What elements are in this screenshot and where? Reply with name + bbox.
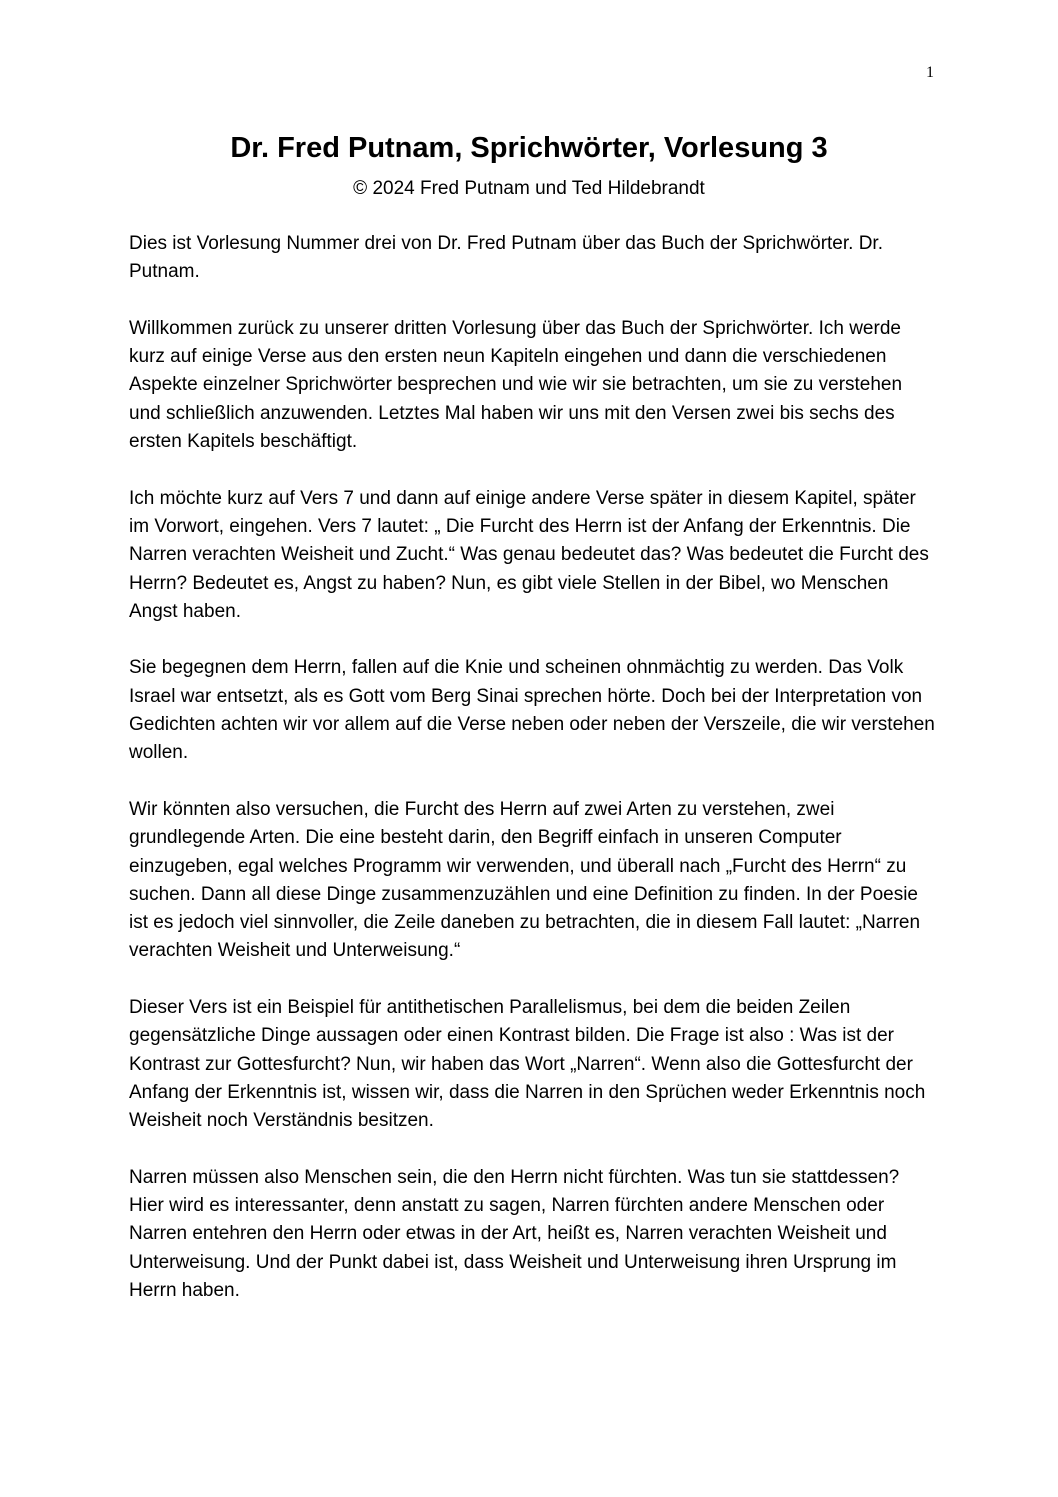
document-body — [129, 230, 935, 1334]
paragraph: Dieser Vers ist ein Beispiel für antithetischen Parallelismus, bei dem die beiden Zeilen gegensätzliche Dinge aussagen oder einen Kontrast bilden. Die Frage ist also : Was ist der Kontrast zur Gottesfurcht? Nun, wir haben das Wort „Narren“. Wenn also die Gottesfurcht der Anfang der Erkenntnis ist, wissen wir, dass die Narren in den Sprüchen weder Erkenntnis noch Weisheit noch Verständnis besitzen. — [129, 997, 926, 1132]
paragraph: Sie begegnen dem Herrn, fallen auf die Knie und scheinen ohnmächtig zu werden. Das Volk Israel war entsetzt, als es Gott vom Berg Sinai sprechen hörte. Doch bei der Interpretation von Gedichten achten wir vor allem auf die Verse neben oder neben der Verszeile, die wir verstehen wollen. — [129, 657, 935, 764]
paragraph: Dies ist Vorlesung Nummer drei von Dr. Fred Putnam über das Buch der Sprichwörter. Dr. Putnam. — [129, 233, 883, 283]
page-number: 1 — [926, 64, 934, 81]
document-title: Dr. Fred Putnam, Sprichwörter, Vorlesung 3 — [230, 132, 828, 164]
paragraph: Willkommen zurück zu unserer dritten Vorlesung über das Buch der Sprichwörter. Ich werde kurz auf einige Verse aus den ersten neun Kapiteln eingehen und dann die verschiedenen Aspekte einzelner Sprichwörter besprechen und wie wir sie betrachten, um sie zu verstehen und schließlich anzuwenden. Letztes Mal haben wir uns mit den Versen zwei bis sechs des ersten Kapitels beschäftigt. — [129, 317, 903, 453]
paragraph: Ich möchte kurz auf Vers 7 und dann auf einige andere Verse später in diesem Kapitel, später im Vorwort, eingehen. Vers 7 lautet: „ Die Furcht des Herrn ist der Anfang der Erkenntnis. Die Narren verachten Weisheit und Zucht.“ Was genau bedeutet das? Was bedeutet die Furcht des Herrn? Bedeutet es, Angst zu haben? Nun, es gibt viele Stellen in der Bibel, wo Menschen Angst haben. — [129, 487, 929, 622]
paragraph: Wir könnten also versuchen, die Furcht des Herrn auf zwei Arten zu verstehen, zwei grundlegende Arten. Die eine besteht darin, den Begriff einfach in unseren Computer einzugeben, egal welches Programm wir verwenden, und überall nach „Furcht des Herrn“ zu suchen. Dann all diese Dinge zusammenzuzählen und eine Definition zu finden. In der Poesie ist es jedoch viel sinnvoller, die Zeile daneben zu betrachten, die in diesem Fall lautet: „Narren verachten Weisheit und Unterweisung.“ — [129, 798, 921, 962]
paragraph: Narren müssen also Menschen sein, die den Herrn nicht fürchten. Was tun sie stattdessen? Hier wird es interessanter, denn anstatt zu sagen, Narren fürchten andere Menschen oder Narren entehren den Herrn oder etwas in der Art, heißt es, Narren verachten Weisheit und Unterweisung. Und der Punkt dabei ist, dass Weisheit und Unterweisung ihren Ursprung im Herrn haben. — [129, 1166, 900, 1301]
copyright-line: © 2024 Fred Putnam und Ted Hildebrandt — [353, 178, 705, 199]
